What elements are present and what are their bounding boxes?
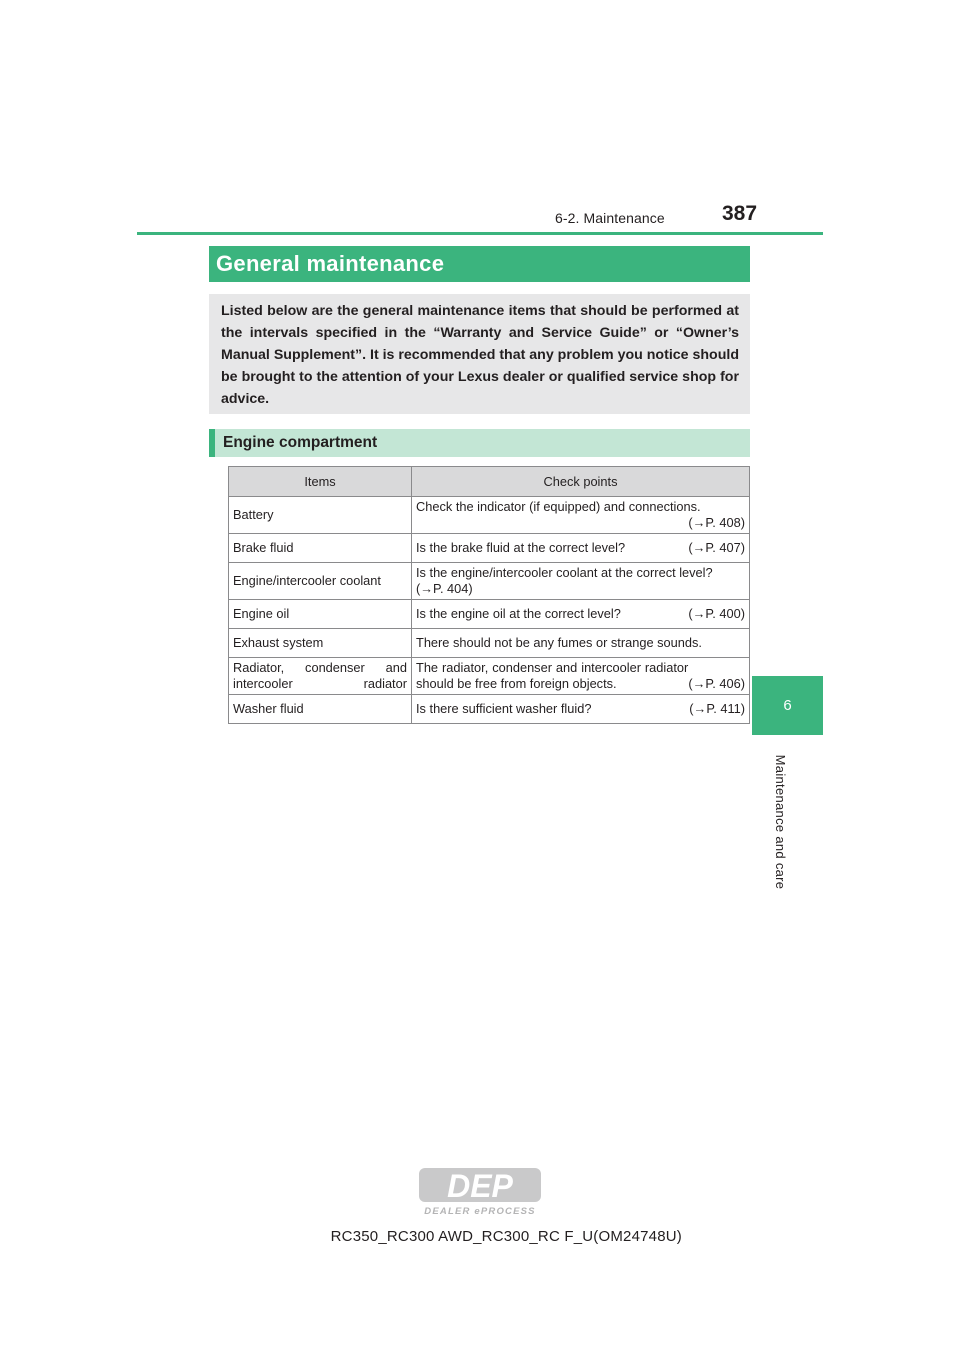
item-cell: Washer fluid bbox=[229, 695, 412, 724]
table-row bbox=[229, 695, 750, 724]
subheading-engine-compartment: Engine compartment bbox=[209, 429, 750, 457]
check-cell bbox=[412, 629, 750, 658]
table-row bbox=[229, 658, 750, 695]
header-check-points: Check points bbox=[412, 467, 750, 497]
item-cell: Brake fluid bbox=[229, 534, 412, 563]
check-text: Is the engine oil at the correct level? bbox=[416, 606, 621, 621]
table-row bbox=[229, 563, 750, 600]
check-cell bbox=[412, 497, 750, 534]
page-reference: (→P. 406) bbox=[688, 676, 745, 691]
check-text: Check the indicator (if equipped) and connections. bbox=[416, 499, 701, 514]
check-cell bbox=[412, 563, 750, 600]
page-reference: (→P. 400) bbox=[688, 606, 745, 621]
page-number: 387 bbox=[722, 202, 758, 225]
page-reference: (→P. 408) bbox=[688, 515, 745, 530]
intro-text: Listed below are the general maintenance items that should be performed at the intervals specified in the “Warranty and Service Guide” or “Owner’s Manual Supplement”. It is recommended that any problem you notice should be brought to the attention of your Lexus dealer or qualified service shop for advice. bbox=[221, 303, 739, 407]
maintenance-table bbox=[228, 466, 750, 724]
table-row bbox=[229, 497, 750, 534]
item-cell: Radiator, condenser and intercooler radiator bbox=[229, 658, 412, 695]
check-cell bbox=[412, 534, 750, 563]
header-rule bbox=[137, 232, 823, 235]
check-cell bbox=[412, 695, 750, 724]
check-text: Is there sufficient washer fluid? bbox=[416, 701, 592, 716]
document-code: RC350_RC300 AWD_RC300_RC F_U(OM24748U) bbox=[330, 1228, 682, 1245]
table-row bbox=[229, 600, 750, 629]
item-cell: Engine/intercooler coolant bbox=[229, 563, 412, 600]
check-text: Is the brake fluid at the correct level? bbox=[416, 540, 626, 555]
header-items: Items bbox=[229, 467, 412, 497]
check-text: The radiator, condenser and intercooler radiator should be free from foreign objects. bbox=[416, 660, 689, 691]
chapter-number: 6 bbox=[783, 697, 792, 714]
chapter-tab bbox=[752, 676, 823, 735]
page-reference: (→P. 404) bbox=[416, 581, 473, 596]
chapter-label: Maintenance and care bbox=[773, 754, 788, 890]
page-reference: (→P. 407) bbox=[688, 540, 745, 555]
item-cell: Battery bbox=[229, 497, 412, 534]
intro-box bbox=[209, 294, 750, 414]
table-row bbox=[229, 629, 750, 658]
logo-text: DEP bbox=[447, 1168, 513, 1204]
item-cell: Engine oil bbox=[229, 600, 412, 629]
check-text: There should not be any fumes or strange sounds. bbox=[416, 635, 702, 650]
table-row bbox=[229, 534, 750, 563]
page-reference: (→P. 411) bbox=[689, 701, 745, 716]
running-header-section: 6-2. Maintenance bbox=[555, 210, 665, 226]
check-text: Is the engine/intercooler coolant at the correct level? bbox=[416, 565, 713, 580]
check-cell bbox=[412, 658, 750, 695]
check-cell bbox=[412, 600, 750, 629]
dealer-eprocess-logo bbox=[415, 1162, 545, 1218]
table-header-row bbox=[229, 467, 750, 497]
section-title: General maintenance bbox=[209, 246, 750, 282]
item-cell: Exhaust system bbox=[229, 629, 412, 658]
logo-subtext: DEALER ePROCESS bbox=[424, 1206, 536, 1217]
